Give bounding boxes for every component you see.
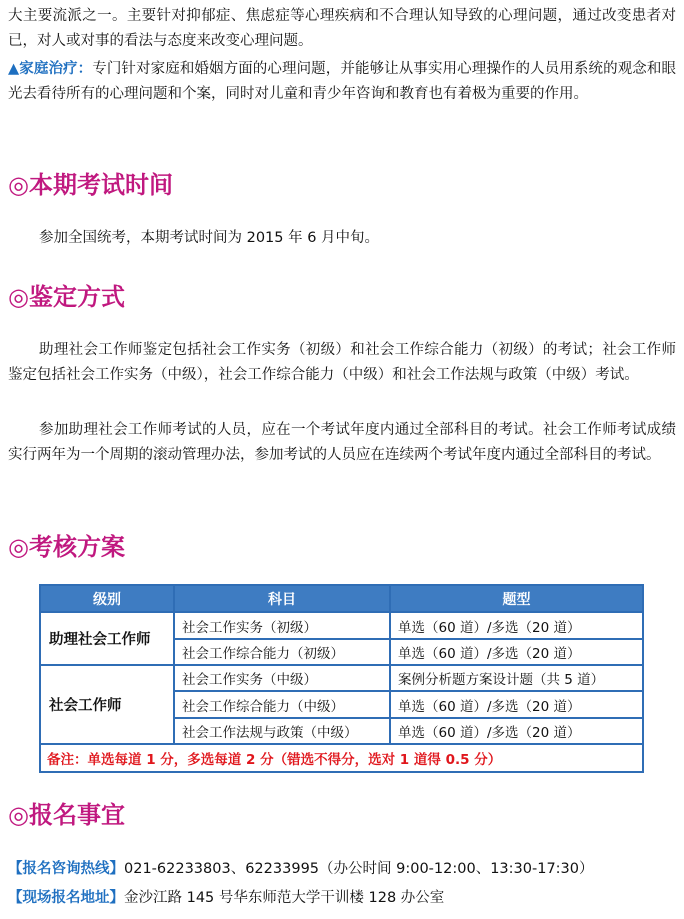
table-row-type: 案例分析题方案设计题（共 5 道） [391, 666, 642, 690]
appraisal-heading: ◎鉴定方式 [8, 282, 125, 311]
exam-time-heading: ◎本期考试时间 [8, 170, 173, 199]
hotline-line [8, 857, 594, 878]
intro-paragraph [8, 4, 676, 53]
table-header-level: 级别 [41, 586, 173, 611]
table-header-subject: 科目 [175, 586, 389, 611]
table-row-subject: 社会工作实务（中级） [175, 666, 389, 690]
address-label: 【现场报名地址】 [8, 890, 124, 906]
exam-scheme-table [39, 584, 644, 773]
table-header-type: 题型 [391, 586, 642, 611]
table-row-type: 单选（60 道）/多选（20 道） [391, 640, 642, 664]
intro-text: 大主要流派之一。主要针对抑郁症、焦虑症等心理疾病和不合理认知导致的心理问题，通过改变患者对已，对人或对事的看法与态度来改变心理问题。 [8, 8, 676, 49]
registration-heading: ◎报名事宜 [8, 800, 125, 829]
family-therapy-title: ▲家庭治疗： [8, 61, 93, 77]
address-value: 金沙江路 145 号华东师范大学干训楼 128 办公室 [124, 890, 445, 906]
address-line [8, 886, 444, 907]
table-row-type: 单选（60 道）/多选（20 道） [391, 613, 642, 638]
hotline-label: 【报名咨询热线】 [8, 861, 124, 877]
table-note: 备注：单选每道 1 分，多选每道 2 分（错选不得分，选对 1 道得 0.5 分） [41, 745, 642, 771]
family-therapy-paragraph [8, 57, 676, 106]
table-level-assistant: 助理社会工作师 [41, 613, 173, 664]
scheme-heading: ◎考核方案 [8, 532, 125, 561]
table-row-type: 单选（60 道）/多选（20 道） [391, 692, 642, 717]
table-row-subject: 社会工作综合能力（初级） [175, 640, 389, 664]
table-level-social-worker: 社会工作师 [41, 666, 173, 743]
appraisal-paragraph-2: 参加助理社会工作师考试的人员，应在一个考试年度内通过全部科目的考试。社会工作师考试成绩实行两年为一个周期的滚动管理办法，参加考试的人员应在连续两个考试年度内通过全部科目的考试。 [8, 422, 676, 463]
hotline-value: 021-62233803、62233995（办公时间 9:00-12:00、13:30-17:30） [124, 861, 594, 877]
appraisal-paragraph-1: 助理社会工作师鉴定包括社会工作实务（初级）和社会工作综合能力（初级）的考试；社会工作师鉴定包括社会工作实务（中级），社会工作综合能力（中级）和社会工作法规与政策（中级）考试。 [8, 342, 676, 383]
family-therapy-text: 专门针对家庭和婚姻方面的心理问题，并能够让从事实用心理操作的人员用系统的观念和眼光去看待所有的心理问题和个案，同时对儿童和青少年咨询和教育也有着极为重要的作用。 [8, 61, 676, 102]
table-row-subject: 社会工作综合能力（中级） [175, 692, 389, 717]
exam-time-text: 参加全国统考，本期考试时间为 2015 年 6 月中旬。 [39, 230, 380, 246]
table-row-type: 单选（60 道）/多选（20 道） [391, 719, 642, 743]
table-row-subject: 社会工作实务（初级） [175, 613, 389, 638]
table-row-subject: 社会工作法规与政策（中级） [175, 719, 389, 743]
